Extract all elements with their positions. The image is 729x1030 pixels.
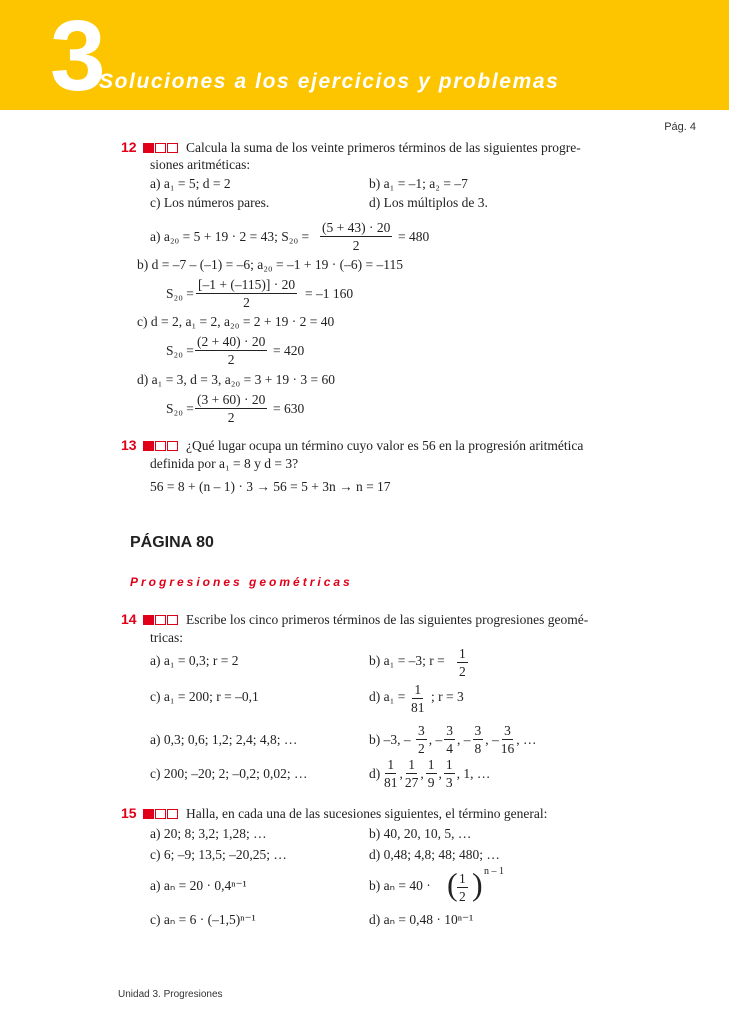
exercise-12-solution-d: d) a₁ = 3, d = 3, a₂₀ = 3 + 19 · 3 = 60 bbox=[137, 372, 336, 387]
separator: , … bbox=[516, 731, 537, 747]
separator: , 1, … bbox=[456, 765, 491, 781]
exercise-12-solution-b: b) d = –7 – (–1) = –6; a₂₀ = –1 + 19 · (–6) = –115 bbox=[137, 257, 403, 272]
exercise-12-option-c: c) Los números pares. bbox=[150, 195, 270, 210]
exercise-13-statement-cont: definida por a₁ = 8 y d = 3? bbox=[150, 456, 299, 471]
exercise-12-statement-cont: siones aritméticas: bbox=[150, 157, 251, 172]
result: = 480 bbox=[398, 229, 430, 244]
section-heading: Progresiones geométricas bbox=[130, 575, 353, 589]
exercise-15-option-d: d) 0,48; 4,8; 48; 480; … bbox=[369, 847, 500, 862]
exercise-15-number: 15 bbox=[121, 805, 137, 821]
exercise-15-option-b: b) 40, 20, 10, 5, … bbox=[369, 826, 472, 841]
difficulty-icon bbox=[143, 615, 179, 625]
fraction: $\frac{1}{2}$ bbox=[459, 871, 466, 904]
exercise-14-solution-b-terms bbox=[416, 723, 539, 756]
exercise-14-number: 14 bbox=[121, 611, 137, 627]
chapter-title: Soluciones a los ejercicios y problemas bbox=[99, 70, 560, 93]
exercise-12-number: 12 bbox=[121, 139, 137, 155]
exercise-15-solution-c: c) aₙ = 6 · (–1,5)ⁿ⁻¹ bbox=[150, 912, 256, 927]
exercise-14-solution-b: b) –3, – bbox=[369, 732, 411, 747]
result: = 420 bbox=[273, 343, 305, 358]
result: = –1 160 bbox=[305, 286, 354, 301]
result: = 630 bbox=[273, 401, 305, 416]
exercise-12-solution-a: a) a₂₀ = 5 + 19 · 2 = 43; S₂₀ = bbox=[150, 229, 310, 244]
page-heading: PÁGINA 80 bbox=[130, 534, 214, 551]
exercise-14-solution-a: a) 0,3; 0,6; 1,2; 2,4; 4,8; … bbox=[150, 732, 298, 747]
fraction: $\frac{1}{81}$ bbox=[411, 682, 425, 715]
exercise-14-option-d: d) a₁ = bbox=[369, 689, 406, 704]
exercise-15-option-a: a) 20; 8; 3,2; 1,28; … bbox=[150, 826, 267, 841]
left-parenthesis: ( bbox=[447, 866, 458, 902]
exercise-13-number: 13 bbox=[121, 437, 137, 453]
fraction: $\frac{1}{9}$ bbox=[427, 757, 435, 790]
exercise-15-solution-a: a) aₙ = 20 · 0,4ⁿ⁻¹ bbox=[150, 878, 247, 893]
fraction: $\frac{3}{16}$ bbox=[500, 723, 515, 756]
difficulty-icon bbox=[143, 441, 179, 451]
exercise-15-solution-d: d) aₙ = 0,48 · 10ⁿ⁻¹ bbox=[369, 912, 474, 927]
fraction: $\frac{1}{2}$ bbox=[459, 646, 466, 679]
exercise-14-option-c: c) a₁ = 200; r = –0,1 bbox=[150, 689, 259, 704]
exercise-14-option-d-tail: ; r = 3 bbox=[431, 689, 464, 704]
difficulty-icon bbox=[143, 809, 179, 819]
fraction: $\frac{(2 + 40) \cdot 20}{2}$ bbox=[197, 334, 266, 367]
exercise-15-option-c: c) 6; –9; 13,5; –20,25; … bbox=[150, 847, 287, 862]
separator: , – bbox=[428, 731, 443, 747]
exercise-14-option-a: a) a₁ = 0,3; r = 2 bbox=[150, 653, 239, 668]
separator: , bbox=[399, 765, 403, 781]
separator: , bbox=[420, 765, 424, 781]
fraction: $\frac{3}{8}$ bbox=[474, 723, 482, 756]
exercise-14-option-b: b) a₁ = –3; r = bbox=[369, 653, 445, 668]
exercise-14-solution-d-terms bbox=[384, 757, 492, 790]
exercise-14-solution-c: c) 200; –20; 2; –0,2; 0,02; … bbox=[150, 766, 308, 781]
exercise-14-solution-d: d) bbox=[369, 766, 381, 781]
fraction: $\frac{1}{3}$ bbox=[445, 757, 453, 790]
right-parenthesis: ) bbox=[472, 866, 483, 902]
exercise-15-solution-b: b) aₙ = 40 · bbox=[369, 878, 431, 893]
exercise-13-statement: ¿Qué lugar ocupa un término cuyo valor es 56 en la progresión aritmética bbox=[186, 438, 584, 453]
exponent: n – 1 bbox=[484, 866, 504, 877]
fraction: $\frac{[-1 + (-115)] \cdot 20}{2}$ bbox=[198, 277, 296, 310]
footer-text: Unidad 3. Progresiones bbox=[118, 989, 223, 1000]
fraction: $\frac{3}{2}$ bbox=[418, 723, 425, 756]
chapter-number: 3 bbox=[50, 0, 106, 112]
fraction: $\frac{(3 + 60) \cdot 20}{2}$ bbox=[197, 392, 266, 425]
exercise-12-statement: Calcula la suma de los veinte primeros términos de las siguientes progre- bbox=[186, 140, 581, 155]
fraction: $\frac{(5 + 43) \cdot 20}{2}$ bbox=[322, 220, 391, 253]
exercise-12-option-d: d) Los múltiplos de 3. bbox=[369, 195, 488, 210]
fraction: $\frac{1}{27}$ bbox=[404, 757, 419, 790]
fraction: $\frac{1}{81}$ bbox=[384, 757, 398, 790]
exercise-13-solution: 56 = 8 + (n – 1) · 3 → 56 = 5 + 3n → n = 17 bbox=[150, 479, 391, 494]
exercise-12-option-a: a) a₁ = 5; d = 2 bbox=[150, 176, 231, 191]
exercise-12-option-b: b) a₁ = –1; a₂ = –7 bbox=[369, 176, 468, 191]
sum-label: S₂₀ = bbox=[166, 343, 194, 358]
separator: , – bbox=[485, 731, 499, 747]
difficulty-icon bbox=[143, 143, 179, 153]
page-label: Pág. 4 bbox=[664, 121, 696, 133]
exercise-12-solution-c: c) d = 2, a₁ = 2, a₂₀ = 2 + 19 · 2 = 40 bbox=[137, 314, 335, 329]
separator: , bbox=[438, 765, 442, 781]
exercise-15-statement: Halla, en cada una de las sucesiones siguientes, el término general: bbox=[186, 806, 548, 821]
exercise-14-statement: Escribe los cinco primeros términos de las siguientes progresiones geomé- bbox=[186, 612, 589, 627]
sum-label: S₂₀ = bbox=[166, 286, 194, 301]
fraction: $\frac{3}{4}$ bbox=[446, 723, 453, 756]
separator: , – bbox=[457, 731, 471, 747]
exercise-14-statement-cont: tricas: bbox=[150, 630, 183, 645]
sum-label: S₂₀ = bbox=[166, 401, 194, 416]
